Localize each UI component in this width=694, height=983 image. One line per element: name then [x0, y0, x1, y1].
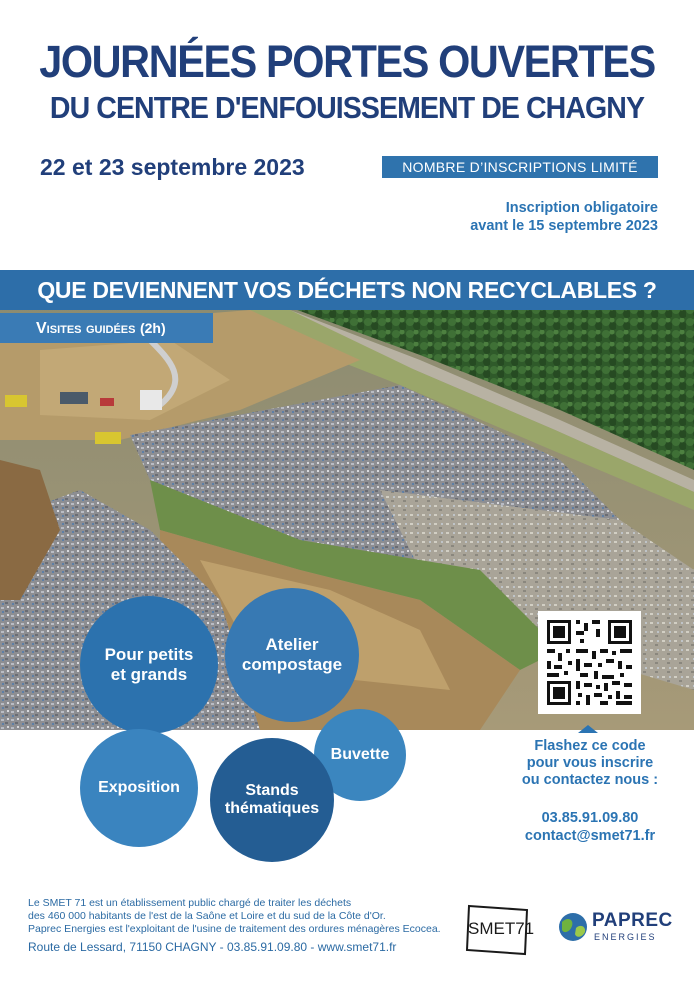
contact-us-text: ou contactez nous :	[521, 772, 659, 788]
paprec-logo-subtitle: ENERGIES	[594, 932, 657, 942]
question-banner: QUE DEVIENNENT VOS DÉCHETS NON RECYCLABLES ?	[0, 270, 694, 310]
qr-code[interactable]	[538, 611, 641, 714]
activity-label-atelier: Atelier compostage	[241, 635, 343, 674]
activity-circle-stands	[210, 738, 334, 862]
page-title: JOURNÉES PORTES OUVERTES	[39, 36, 655, 87]
smet71-logo-text: SMET71	[468, 919, 535, 938]
contact-phone[interactable]: 03.85.91.09.80	[541, 810, 639, 826]
register-text: pour vous inscrire	[526, 755, 654, 771]
registration-required-text: Inscription obligatoire	[505, 200, 658, 216]
registration-deadline-text: avant le 15 septembre 2023	[470, 218, 658, 234]
limited-registration-badge: NOMBRE D’INSCRIPTIONS LIMITÉ	[382, 156, 658, 178]
guided-tours-duration: (2h)	[139, 320, 166, 336]
contact-email[interactable]: contact@smet71.fr	[524, 828, 656, 844]
activity-circle-atelier	[225, 588, 359, 722]
activity-label-stands: Stands thématiques	[224, 781, 320, 817]
activity-circle-petits	[80, 596, 218, 734]
flash-code-text: Flashez ce code	[534, 738, 646, 754]
footer-text-line1: Le SMET 71 est un établissement public chargé de traiter les déchets	[28, 897, 352, 909]
activity-circle-exposition	[80, 729, 198, 847]
page-subtitle: DU CENTRE D'ENFOUISSEMENT DE CHAGNY	[49, 90, 645, 125]
paprec-logo-name: PAPREC	[592, 910, 673, 931]
activity-label-exposition: Exposition	[98, 778, 180, 796]
footer-text-line3: Paprec Energies est l'exploitant de l'usine de traitement des ordures ménagères Ecocea.	[28, 923, 441, 935]
up-arrow-icon	[578, 725, 598, 733]
paprec-globe-icon	[558, 912, 588, 942]
activity-label-petits: Pour petits et grands	[104, 645, 194, 684]
guided-tours-text: Visites guidées	[36, 320, 136, 337]
activity-label-buvette: Buvette	[330, 745, 390, 763]
guided-tours-label	[0, 313, 213, 343]
event-dates: 22 et 23 septembre 2023	[40, 154, 305, 180]
footer-address: Route de Lessard, 71150 CHAGNY - 03.85.91.09.80 - www.smet71.fr	[28, 940, 397, 954]
footer-text-line2: des 460 000 habitants de l'est de la Saône et Loire et du sud de la Côte d'Or.	[28, 910, 386, 922]
smet71-logo	[463, 902, 533, 958]
